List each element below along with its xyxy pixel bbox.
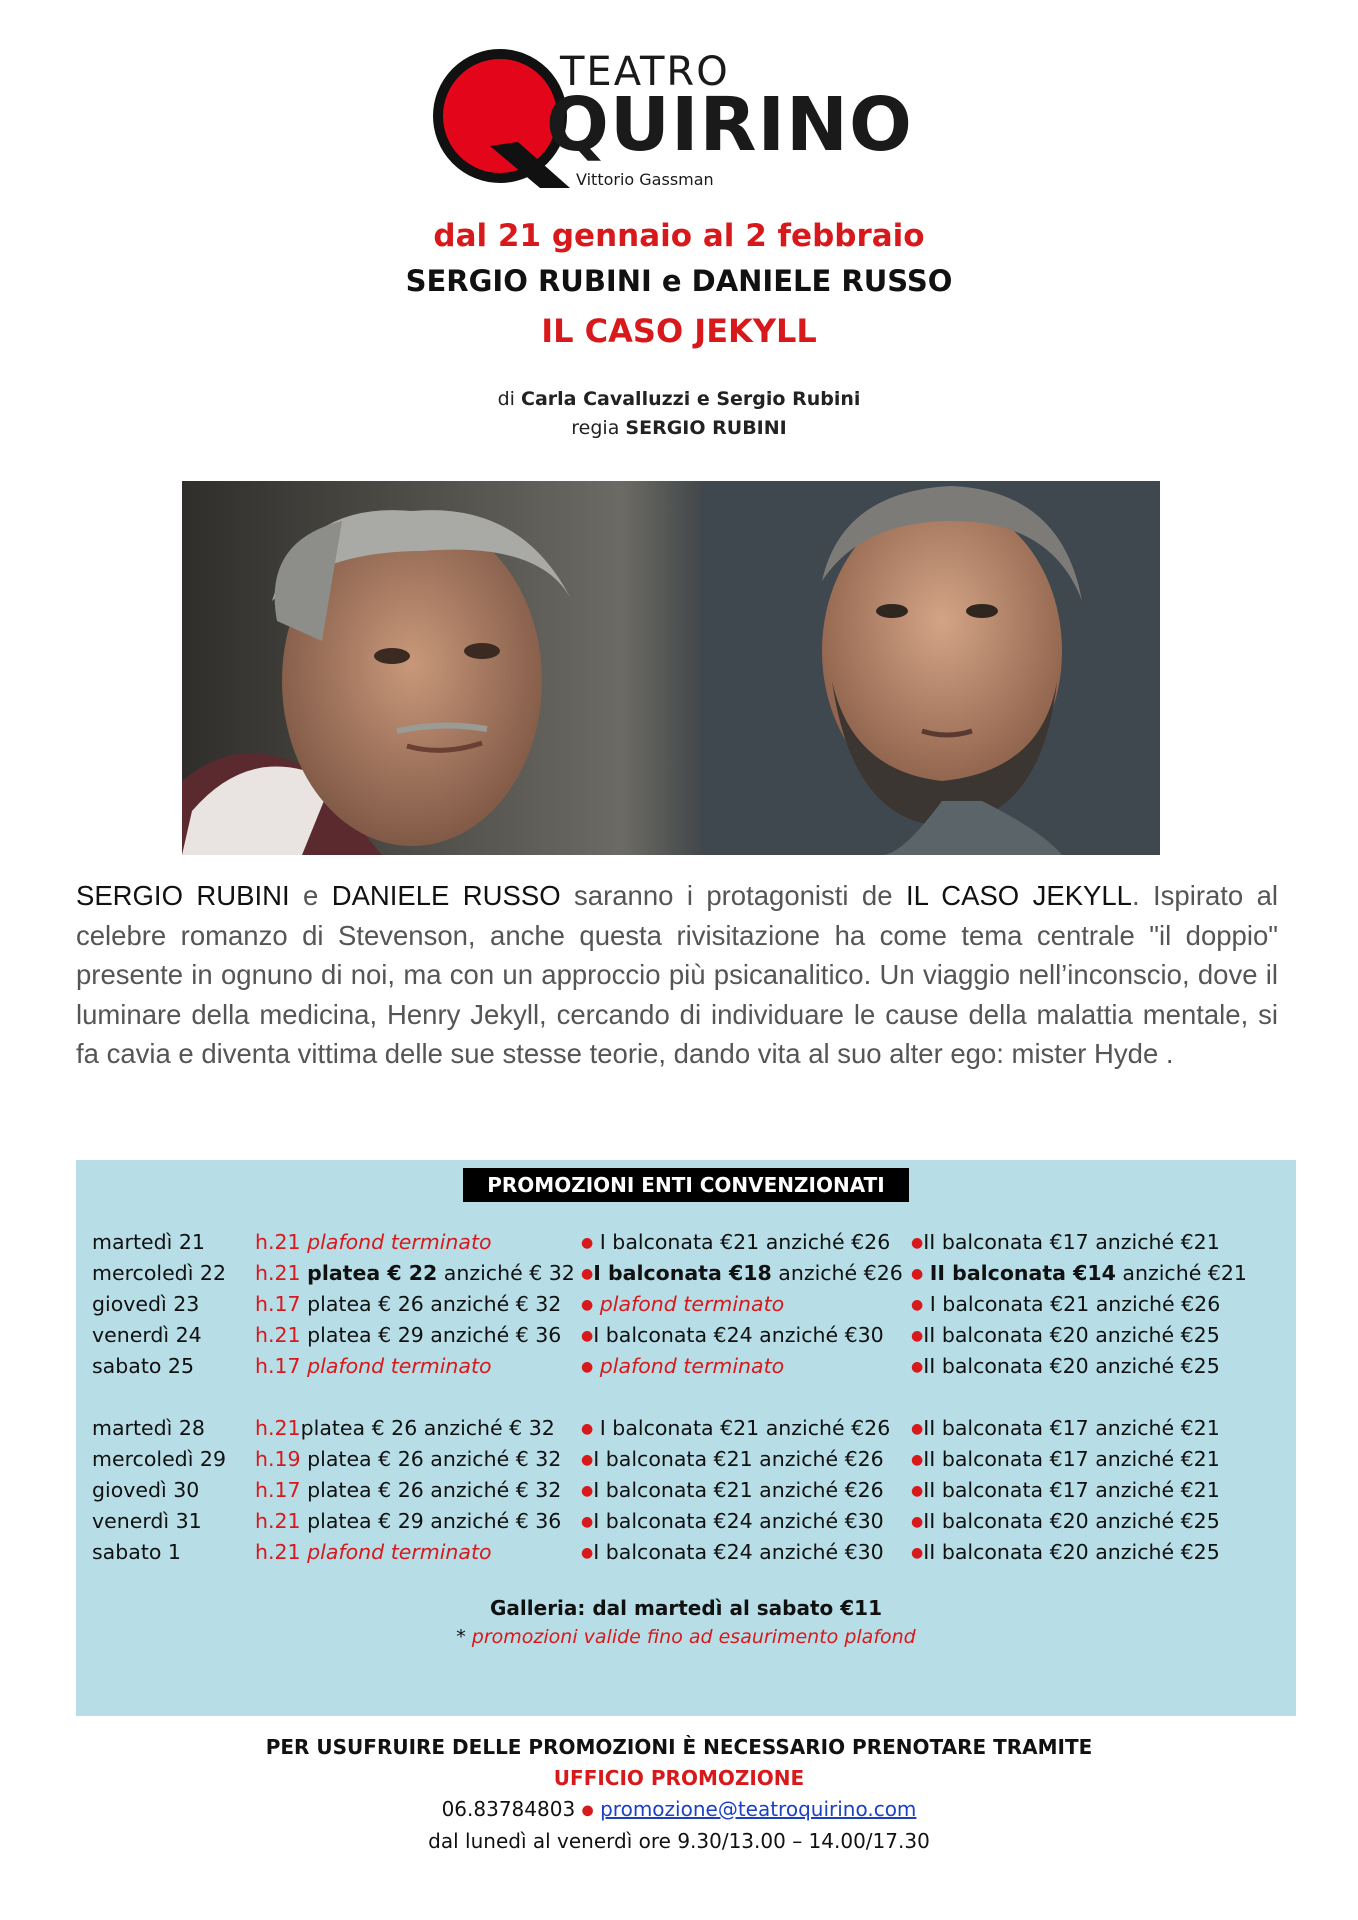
row-day: sabato 25	[92, 1353, 194, 1378]
row-platea: platea € 26 anziché € 32	[307, 1477, 562, 1502]
row-b2: II balconata €20 anziché €25	[923, 1353, 1220, 1378]
logo-word-teatro: TEATRO	[560, 49, 730, 95]
credit-director: SERGIO RUBINI	[625, 417, 787, 440]
table-row	[92, 1474, 1247, 1505]
row-day: giovedì 30	[92, 1477, 200, 1502]
logo-word-quirino: QUIRINO	[546, 82, 913, 168]
bullet-icon: ●	[581, 1451, 594, 1468]
desc-show: IL CASO JEKYLL	[905, 880, 1132, 911]
row-day: venerdì 31	[92, 1508, 202, 1533]
promotions-table	[92, 1226, 1247, 1567]
table-row	[92, 1257, 1247, 1288]
row-hour: h.17	[255, 1353, 301, 1378]
note-text: promozioni valide fino ad esaurimento plafond	[471, 1626, 916, 1648]
row-b2: II balconata €20 anziché €25	[923, 1322, 1220, 1347]
actors-photo-illustration	[182, 481, 1160, 855]
row-hour: h.21	[255, 1322, 301, 1347]
direction-prefix: regia	[571, 417, 620, 440]
row-b2: II balconata €20 anziché €25	[923, 1508, 1220, 1533]
bullet-icon: ●	[581, 1544, 594, 1561]
table-row	[92, 1536, 1247, 1567]
show-description	[76, 876, 1278, 1074]
row-b1: anziché €26	[771, 1260, 903, 1285]
row-b1: I balconata €24 anziché €30	[593, 1322, 884, 1347]
table-row	[92, 1350, 1247, 1381]
row-day: martedì 28	[92, 1415, 205, 1440]
row-platea: plafond terminato	[307, 1539, 492, 1564]
desc-text: . Ispirato al celebre romanzo di Stevenson, anche questa rivisitazione ha come tema centrale "il doppio" presente in ognuno di noi, ma con un approccio più psicanalitico. Un viaggio nell’inconscio, dove il luminare della medicina, Henry Jekyll, cercando di individuare le cause della malattia mentale, si fa cavia e diventa vittima delle sue stesse teorie, dando vita al suo alter ego: mister Hyde .	[76, 880, 1279, 1069]
bullet-icon: ●	[581, 1420, 594, 1437]
table-row	[92, 1443, 1247, 1474]
bullet-icon: ●	[581, 1234, 594, 1251]
bullet-icon: ●	[911, 1451, 924, 1468]
desc-actor1: SERGIO RUBINI	[76, 880, 290, 911]
bullet-icon: ●	[911, 1265, 924, 1282]
note-star: *	[456, 1626, 466, 1648]
bullet-icon: ●	[581, 1513, 594, 1530]
row-day: giovedì 23	[92, 1291, 200, 1316]
row-b2: II balconata €20 anziché €25	[923, 1539, 1220, 1564]
row-b2: I balconata €21 anziché €26	[929, 1291, 1221, 1316]
validity-note	[76, 1626, 1296, 1648]
row-day: martedì 21	[92, 1229, 205, 1254]
bullet-icon: ●	[581, 1802, 594, 1819]
show-dates: dal 21 gennaio al 2 febbraio	[433, 218, 925, 254]
row-platea: anziché € 32	[437, 1260, 575, 1285]
row-platea: platea € 29 anziché € 36	[307, 1322, 562, 1347]
show-credits	[0, 385, 1358, 444]
bullet-icon: ●	[581, 1327, 594, 1344]
desc-actor2: DANIELE RUSSO	[331, 880, 561, 911]
office-hours: dal lunedì al venerdì ore 9.30/13.00 – 14.00/17.30	[428, 1829, 930, 1853]
row-b1: I balconata €21 anziché €26	[599, 1229, 891, 1254]
bullet-icon: ●	[911, 1420, 924, 1437]
promotion-office: UFFICIO PROMOZIONE	[553, 1766, 805, 1790]
promotions-heading: PROMOZIONI ENTI CONVENZIONATI	[463, 1168, 909, 1202]
row-b1: plafond terminato	[599, 1353, 785, 1378]
row-hour: h.21	[255, 1539, 301, 1564]
row-b1: I balconata €24 anziché €30	[593, 1539, 884, 1564]
row-b1: I balconata €24 anziché €30	[593, 1508, 884, 1533]
logo-subtitle: Vittorio Gassman	[576, 170, 714, 189]
teatro-quirino-logo	[430, 46, 913, 196]
bullet-icon: ●	[581, 1482, 594, 1499]
row-platea: platea € 26 anziché € 32	[307, 1291, 562, 1316]
row-hour: h.17	[255, 1291, 301, 1316]
row-platea: plafond terminato	[307, 1353, 492, 1378]
row-day: mercoledì 22	[92, 1260, 226, 1285]
bullet-icon: ●	[911, 1358, 924, 1375]
row-day: mercoledì 29	[92, 1446, 226, 1471]
show-actors: SERGIO RUBINI e DANIELE RUSSO	[405, 264, 953, 298]
row-platea: platea € 29 anziché € 36	[307, 1508, 562, 1533]
bullet-icon: ●	[911, 1513, 924, 1530]
row-hour: h.19	[255, 1446, 301, 1471]
contact-line	[0, 1797, 1358, 1821]
promotions-box	[76, 1160, 1296, 1716]
row-b1-bold: I balconata €18	[593, 1260, 772, 1285]
row-day: venerdì 24	[92, 1322, 202, 1347]
row-b1: plafond terminato	[599, 1291, 785, 1316]
desc-mid: saranno i protagonisti de	[574, 880, 893, 911]
row-hour: h.17	[255, 1477, 301, 1502]
row-b1: I balconata €21 anziché €26	[593, 1446, 884, 1471]
row-hour: h.21	[255, 1260, 301, 1285]
credit-authors: Carla Cavalluzzi e Sergio Rubini	[521, 388, 861, 410]
row-b2-bold: II balconata €14	[929, 1260, 1116, 1285]
table-row	[92, 1319, 1247, 1350]
row-b1: I balconata €21 anziché €26	[599, 1415, 891, 1440]
bullet-icon: ●	[581, 1296, 594, 1313]
table-row	[92, 1505, 1247, 1536]
table-row	[92, 1288, 1247, 1319]
bullet-icon: ●	[581, 1265, 594, 1282]
bullet-icon: ●	[911, 1544, 924, 1561]
row-hour: h.21	[255, 1229, 301, 1254]
desc-conj: e	[303, 880, 319, 911]
row-b2: II balconata €17 anziché €21	[923, 1415, 1220, 1440]
row-b2: II balconata €17 anziché €21	[923, 1446, 1220, 1471]
booking-instructions: PER USUFRUIRE DELLE PROMOZIONI È NECESSARIO PRENOTARE TRAMITE	[265, 1735, 1093, 1759]
bullet-icon: ●	[911, 1327, 924, 1344]
row-platea-bold: platea € 22	[307, 1260, 438, 1285]
row-hour: h.21	[255, 1415, 301, 1440]
bullet-icon: ●	[581, 1358, 594, 1375]
credit-prefix: di	[497, 388, 515, 410]
row-b2: II balconata €17 anziché €21	[923, 1229, 1220, 1254]
table-row	[92, 1412, 1247, 1443]
row-hour: h.21	[255, 1508, 301, 1533]
bullet-icon: ●	[911, 1482, 924, 1499]
bullet-icon: ●	[911, 1296, 924, 1313]
row-day: sabato 1	[92, 1539, 181, 1564]
bullet-icon: ●	[911, 1234, 924, 1251]
show-title: IL CASO JEKYLL	[541, 312, 817, 350]
row-platea: platea € 26 anziché € 32	[307, 1446, 562, 1471]
phone-number: 06.83784803	[441, 1797, 576, 1821]
row-platea: platea € 26 anziché € 32	[300, 1415, 555, 1440]
row-b1: I balconata €21 anziché €26	[593, 1477, 884, 1502]
galleria-price: Galleria: dal martedì al sabato €11	[490, 1596, 882, 1620]
email-link[interactable]: promozione@teatroquirino.com	[600, 1797, 917, 1821]
table-row	[92, 1226, 1247, 1257]
row-b2: II balconata €17 anziché €21	[923, 1477, 1220, 1502]
row-platea: plafond terminato	[307, 1229, 492, 1254]
actors-photo	[182, 481, 1160, 855]
row-b2: anziché €21	[1115, 1260, 1247, 1285]
